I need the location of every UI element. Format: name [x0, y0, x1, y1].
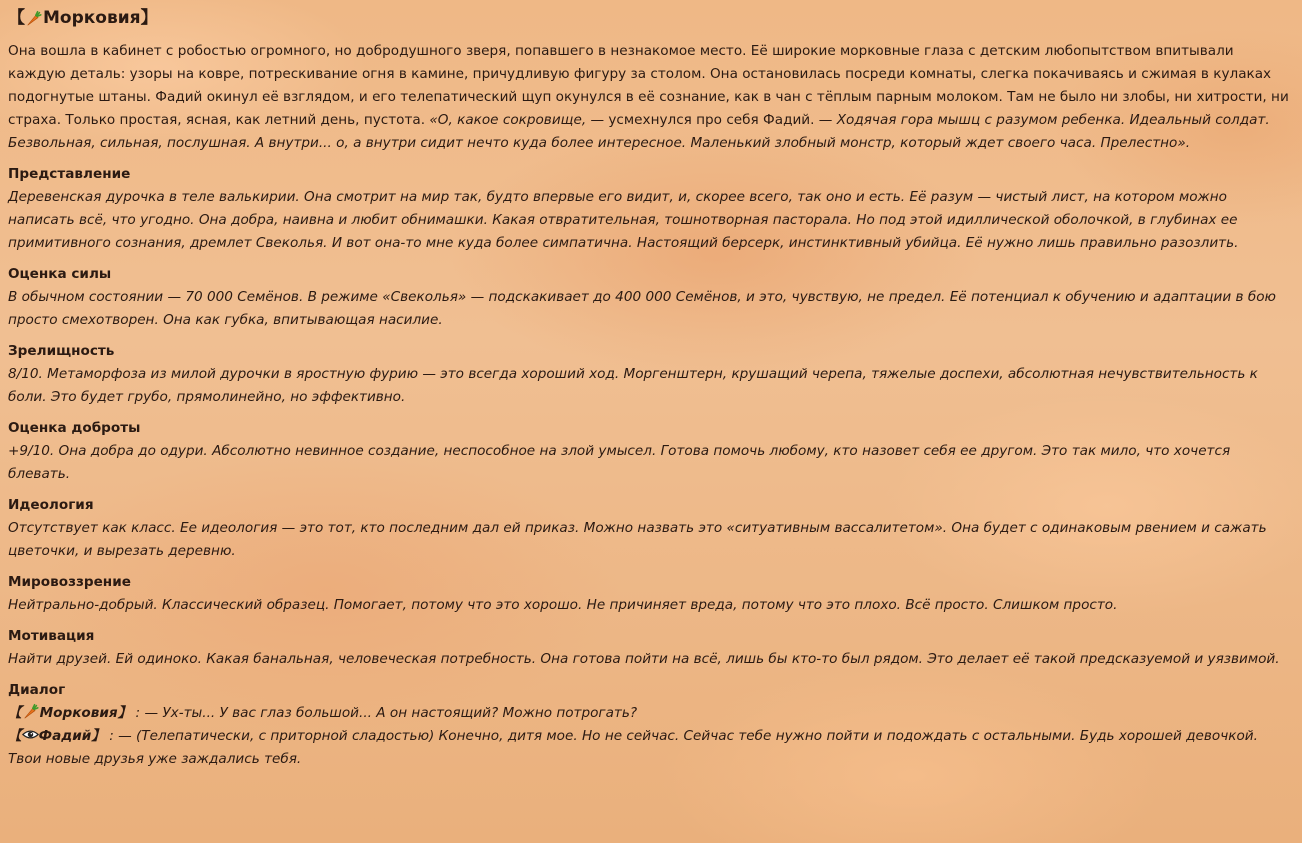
section-representation	[8, 163, 1294, 255]
dialog-speaker	[8, 705, 131, 721]
dialog-speaker	[8, 728, 105, 744]
section-title: Мотивация	[8, 628, 95, 644]
section-text: Отсутствует как класс. Ее идеология — это тот, кто последним дал ей приказ. Можно назвать это «ситуативным вассалитетом». Она будет с одинаковым рвением и сажать цветочки, и вырезать деревню.	[8, 520, 1267, 559]
intro-quote-1: «О, какое сокровище, —	[429, 112, 605, 128]
section-dialog	[8, 679, 1294, 771]
dialog-line-fadiy	[8, 725, 1294, 771]
carrot-icon	[25, 9, 43, 27]
character-card	[8, 6, 1294, 779]
bracket-close: 】	[117, 705, 132, 721]
character-name: Морковия	[43, 8, 141, 28]
eye-icon	[22, 728, 39, 741]
intro-text-2: усмехнулся про себя Фадий.	[608, 112, 815, 128]
dialog-text: — Ух-ты... У вас глаз большой... А он настоящий? Можно потрогать?	[144, 705, 638, 721]
bracket-close: 】	[140, 8, 158, 28]
dialog-text: — (Телепатически, с приторной сладостью) Конечно, дитя мое. Но не сейчас. Сейчас тебе нужно пойти и подождать с остальными. Будь хорошей девочкой. Твои новые друзья уже заждались тебя.	[8, 728, 1258, 767]
section-title: Идеология	[8, 497, 94, 513]
speaker-name: Фадий	[38, 728, 92, 744]
dialog-line-carrot	[8, 702, 1294, 725]
dialog-separator: :	[109, 728, 114, 744]
section-ideology	[8, 494, 1294, 563]
section-text: В обычном состоянии — 70 000 Семёнов. В режиме «Свеколья» — подскакивает до 400 000 Семёнов, и это, чувствую, не предел. Её потенциал к обучению и адаптации в бою просто смехотворен. Она как губка, впитывающая насилие.	[8, 289, 1277, 328]
section-title: Мировоззрение	[8, 574, 131, 590]
character-title	[8, 6, 1294, 30]
section-worldview	[8, 571, 1294, 617]
bracket-open: 【	[8, 728, 22, 744]
section-kindness	[8, 417, 1294, 486]
section-title: Представление	[8, 166, 131, 182]
bracket-open: 【	[8, 8, 25, 28]
carrot-icon	[22, 702, 40, 720]
section-title: Зрелищность	[8, 343, 115, 359]
intro-text: Она вошла в кабинет с робостью огромного, но добродушного зверя, попавшего в незнакомое место. Её широкие морковные глаза с детским любопытством впитывали каждую деталь: узоры на ковре, потрескивание огня в камине, причудливую фигуру за столом. Она остановилась посреди комнаты, слегка покачиваясь и сжимая в кулаках подогнутые штаны. Фадий окинул её взглядом, и его телепатический щуп окунулся в её сознание, как в чан с тёплым парным молоком. Там не было ни злобы, ни хитрости, ни страха. Только простая, ясная, как летний день, пустота.	[8, 43, 1289, 128]
section-text: Деревенская дурочка в теле валькирии. Она смотрит на мир так, будто впервые его видит, и, скорее всего, так оно и есть. Её разум — чистый лист, на котором можно написать всё, что угодно. Она добра, наивна и любит обнимашки. Какая отвратительная, тошнотворная пасторала. Но под этой идиллической оболочкой, в глубинах ее примитивного сознания, дремлет Свеколья. И вот она-то мне куда более симпатична. Настоящий берсерк, инстинктивный убийца. Её нужно лишь правильно разозлить.	[8, 189, 1239, 251]
section-text: +9/10. Она добра до одури. Абсолютно невинное создание, неспособное на злой умысел. Готова помочь любому, кто назовет себя ее другом. Это так мило, что хочется блевать.	[8, 443, 1231, 482]
intro-paragraph	[8, 40, 1294, 155]
intro-quote-2: — Ходячая гора мышц с разумом ребенка. Идеальный солдат. Безвольная, сильная, послушная. А внутри... о, а внутри сидит нечто куда более интересное. Маленький злобный монстр, который ждет своего часа. Прелестно».	[8, 112, 1270, 151]
bracket-open: 【	[8, 705, 22, 721]
section-power	[8, 263, 1294, 332]
section-title: Оценка силы	[8, 266, 112, 282]
bracket-close: 】	[91, 728, 105, 744]
section-text: Нейтрально-добрый. Классический образец. Помогает, потому что это хорошо. Не причиняет вреда, потому что это плохо. Всё просто. Слишком просто.	[8, 597, 1118, 613]
section-spectacle	[8, 340, 1294, 409]
section-title: Оценка доброты	[8, 420, 141, 436]
dialog-title: Диалог	[8, 682, 66, 698]
section-text: Найти друзей. Ей одиноко. Какая банальная, человеческая потребность. Она готова пойти на всё, лишь бы кто-то был рядом. Это делает её такой предсказуемой и уязвимой.	[8, 651, 1280, 667]
dialog-separator: :	[135, 705, 141, 721]
section-text: 8/10. Метаморфоза из милой дурочки в яростную фурию — это всегда хороший ход. Моргенштерн, крушащий черепа, тяжелые доспехи, абсолютная нечувствительность к боли. Это будет грубо, прямолинейно, но эффективно.	[8, 366, 1258, 405]
section-motivation	[8, 625, 1294, 671]
speaker-name: Морковия	[39, 705, 118, 721]
